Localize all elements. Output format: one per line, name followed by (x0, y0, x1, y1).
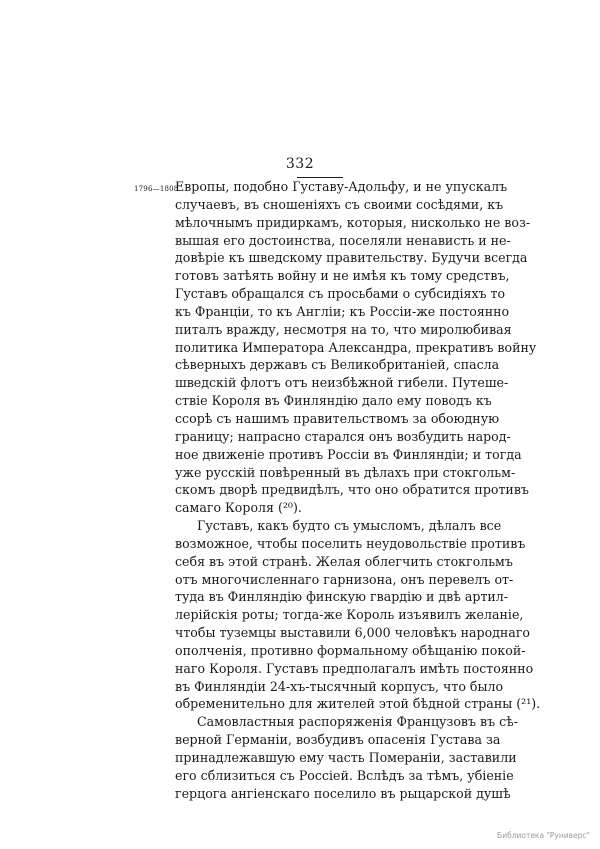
text-line: лерійскія роты; тогда-же Король изъявилъ желаніе, (175, 607, 524, 623)
text-line: мѣлочнымъ придиркамъ, которыя, нисколько не воз- (175, 214, 531, 230)
text-line: герцога ангіенскаго поселило въ рыцарской душѣ (175, 785, 511, 801)
text-line: Самовластныя распоряженія Французовъ въ сѣ- (197, 714, 519, 730)
page-number: 332 (285, 156, 315, 172)
text-line: политика Императора Александра, прекративъ войну (175, 339, 537, 355)
text-line: вышая его достоинства, поселяли ненависть и не- (175, 232, 511, 248)
text-line: уже русскій повѣренный въ дѣлахъ при стокгольм- (175, 464, 516, 480)
text-line: ствіе Короля въ Финляндію дало ему поводъ къ (175, 393, 492, 409)
text-line: шведскій флотъ отъ неизбѣжной гибели. Путеше- (175, 375, 509, 391)
library-watermark: Библиотека "Руниверс" (497, 831, 590, 840)
text-line: границу; напрасно старался онъ возбудить народ- (175, 428, 511, 444)
text-line: къ Франціи, то къ Англіи; къ Россіи-же постоянно (175, 303, 510, 319)
body-text (175, 178, 541, 803)
text-line: Густавъ, какъ будто съ умысломъ, дѣлалъ все (197, 518, 502, 534)
text-line: питалъ вражду, несмотря на то, что миролюбивая (175, 321, 512, 337)
text-line: самаго Короля (²⁰). (175, 500, 302, 516)
text-line: Густавъ обращался съ просьбами о субсидіяхъ то (175, 286, 506, 302)
text-line: наго Короля. Густавъ предполагалъ имѣть постоянно (175, 660, 534, 676)
text-line: принадлежавшую ему часть Помераніи, заставили (175, 750, 517, 765)
text-line: ополченія, противно формальному обѣщанію покой- (175, 642, 526, 658)
text-line: Европы, подобно Густаву-Адольфу, и не упускалъ (175, 179, 508, 194)
text-line: верной Германіи, возбудивъ опасенія Густава за (175, 732, 501, 748)
text-line: ное движеніе противъ Россіи въ Финляндіи; и тогда (175, 446, 522, 462)
text-line: сѣверныхъ державъ съ Великобританіей, спасла (175, 357, 500, 373)
text-line: ссорѣ съ нашимъ правительствомъ за обоюдную (175, 410, 500, 426)
text-line: тудa въ Финляндію финскую гвардію и двѣ артил- (175, 589, 509, 605)
text-line: обременительно для жителей этой бѣдной страны (²¹). (175, 696, 541, 712)
margin-date-note: 1796—1808. (134, 185, 181, 193)
text-line: скомъ дворѣ предвидѣлъ, что оно обратится противъ (175, 482, 529, 498)
text-line: въ Финляндіи 24-хъ-тысячный корпусъ, что было (175, 678, 504, 694)
text-line: готовъ затѣять войну и не имѣя къ тому средствъ, (175, 268, 510, 284)
text-line: довѣріе къ шведскому правительству. Будучи всегда (175, 250, 528, 266)
text-line: его сблизиться съ Россіей. Вслѣдъ за тѣмъ, убіеніе (175, 767, 514, 783)
text-line: чтобы туземцы выставили 6,000 человѣкъ народнаго (175, 625, 530, 641)
text-line: случаевъ, въ сношеніяхъ съ своими сосѣдями, къ (175, 196, 504, 212)
text-line: отъ многочисленнаго гарнизона, онъ перевелъ от- (175, 571, 514, 587)
text-line: возможное, чтобы поселить неудовольствіе противъ (175, 535, 526, 551)
text-line: себя въ этой странѣ. Желая облегчить стокгольмъ (175, 553, 513, 569)
